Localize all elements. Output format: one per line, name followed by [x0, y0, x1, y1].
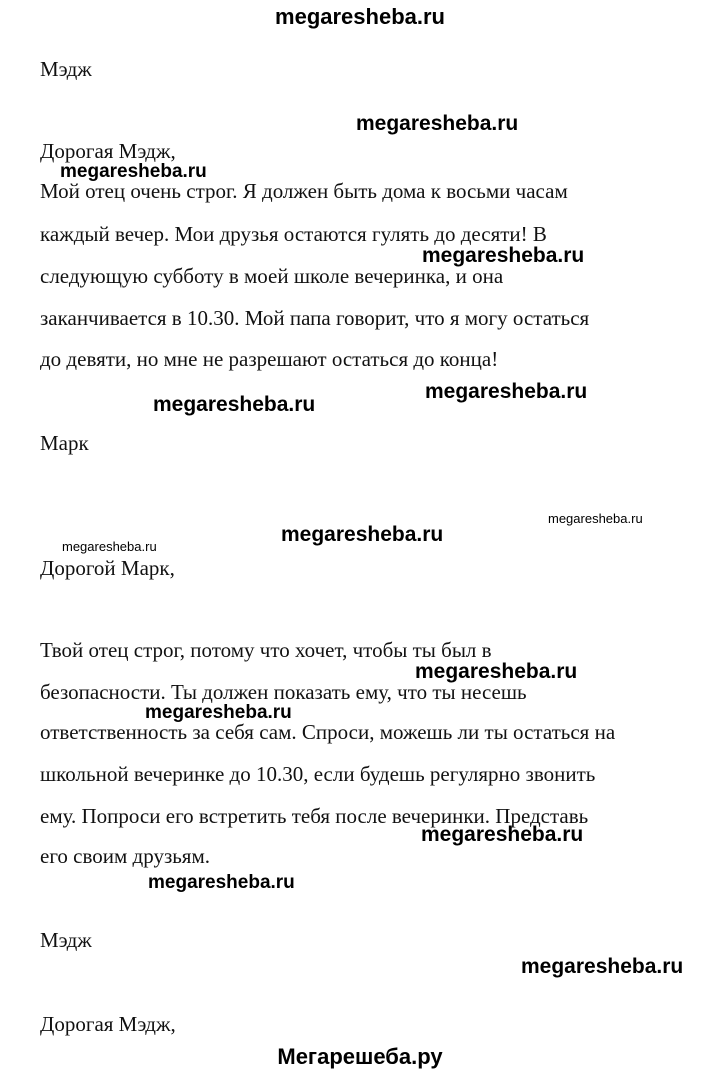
watermark-mark: megaresheba.ru	[425, 380, 588, 403]
watermark-mark: megaresheba.ru	[60, 161, 207, 182]
header-watermark: megaresheba.ru	[275, 4, 445, 29]
watermark-mark: megaresheba.ru	[145, 702, 292, 723]
watermark-mark: megaresheba.ru	[148, 872, 295, 893]
signature-madge-bottom: Мэдж	[40, 928, 92, 952]
letter2-line-5: ему. Попроси его встретить тебя после вечеринки. Представь	[40, 804, 589, 828]
letter2-line-1: Твой отец строг, потому что хочет, чтобы ты был в	[40, 638, 492, 662]
letter2-line-3: ответственность за себя сам. Спроси, можешь ли ты остаться на	[40, 720, 616, 744]
letter1-line-3: следующую субботу в моей школе вечеринка, и она	[40, 264, 504, 288]
watermark-mark: megaresheba.ru	[356, 112, 519, 135]
letter1-line-4: заканчивается в 10.30. Мой папа говорит, что я могу остаться	[40, 306, 590, 330]
watermark-mark: megaresheba.ru	[62, 539, 157, 554]
greeting-dear-mark: Дорогой Марк,	[40, 556, 175, 580]
signature-mark: Марк	[40, 431, 89, 455]
footer-watermark: Мегарешеба.ру	[277, 1044, 443, 1069]
greeting-dear-madge-bottom: Дорогая Мэдж,	[40, 1012, 176, 1036]
watermark-mark: megaresheba.ru	[281, 523, 444, 546]
watermark-mark: megaresheba.ru	[521, 955, 684, 978]
watermark-mark: megaresheba.ru	[153, 393, 316, 416]
letter2-line-6: его своим друзьям.	[40, 844, 211, 868]
letter1-line-2: каждый вечер. Мои друзья остаются гулять до десяти! В	[40, 222, 547, 246]
letter1-line-5: до девяти, но мне не разрешают остаться до конца!	[40, 347, 499, 371]
watermark-mark: megaresheba.ru	[415, 660, 578, 683]
watermark-mark: megaresheba.ru	[422, 244, 585, 267]
watermark-mark: megaresheba.ru	[548, 511, 643, 526]
letter1-line-1: Мой отец очень строг. Я должен быть дома к восьми часам	[40, 179, 568, 203]
watermark-mark: megaresheba.ru	[421, 823, 584, 846]
greeting-dear-madge: Дорогая Мэдж,	[40, 139, 176, 163]
letter2-line-4: школьной вечеринке до 10.30, если будешь регулярно звонить	[40, 762, 596, 786]
signature-madge-top: Мэдж	[40, 57, 92, 81]
letter2-line-2: безопасности. Ты должен показать ему, что ты несешь	[40, 680, 527, 704]
